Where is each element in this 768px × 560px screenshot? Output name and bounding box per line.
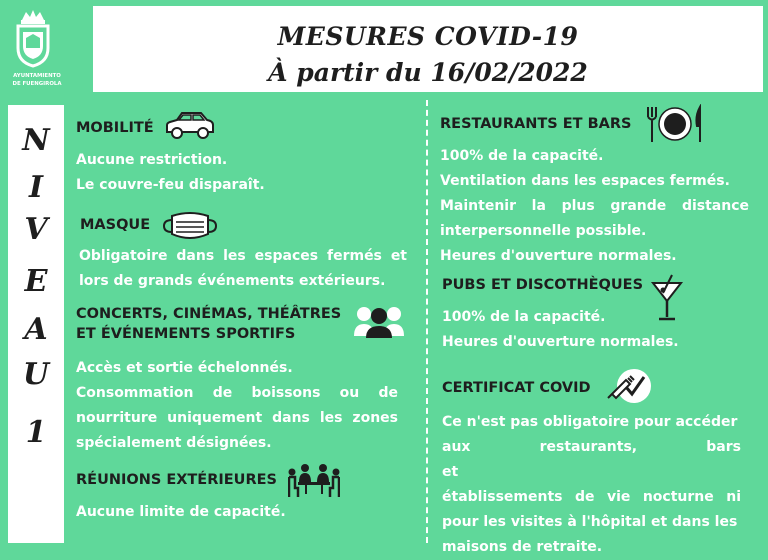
car-icon xyxy=(163,110,217,142)
masque-text xyxy=(79,244,407,294)
masque-heading: MASQUE xyxy=(80,217,151,233)
level-letter: A xyxy=(24,312,48,347)
coat-of-arms-icon xyxy=(14,8,52,68)
concerts-line: nourriture uniquement dans les zones xyxy=(76,410,398,426)
certificat-line: maisons de retraite. xyxy=(442,539,603,555)
mobilite-heading: MOBILITÉ xyxy=(76,120,154,136)
level-letter: V xyxy=(24,212,48,247)
logo-caption-line2: DE FUENGIROLA xyxy=(12,81,62,87)
restaurants-line: Ventilation dans les espaces fermés. xyxy=(440,173,730,189)
plate-cutlery-icon xyxy=(644,104,706,144)
masque-line: Obligatoire dans les espaces fermés et xyxy=(79,248,407,264)
certificat-line: pour les visites à l'hôpital et dans les xyxy=(442,514,738,530)
concerts-heading-line1: CONCERTS, CINÉMAS, THÉÂTRES xyxy=(76,306,342,322)
level-letter: U xyxy=(22,357,50,392)
restaurants-line: 100% de la capacité. xyxy=(440,148,604,164)
meeting-icon xyxy=(288,462,340,500)
pubs-text xyxy=(442,305,742,355)
restaurants-line: interpersonnelle possible. xyxy=(440,223,647,239)
mobilite-text xyxy=(76,148,406,198)
certificat-heading: CERTIFICAT COVID xyxy=(442,380,591,396)
mask-icon xyxy=(160,208,220,244)
level-sidebar xyxy=(8,105,64,543)
restaurants-line: Maintenir la plus grande distance xyxy=(440,198,749,214)
concerts-heading xyxy=(76,304,341,344)
concerts-line: spécialement désignées. xyxy=(76,435,272,451)
concerts-heading-line2: ET ÉVÉNEMENTS SPORTIFS xyxy=(76,326,296,342)
pubs-heading: PUBS ET DISCOTHÈQUES xyxy=(442,277,644,293)
level-letter: N xyxy=(22,123,50,158)
certificat-line: Ce n'est pas obligatoire pour accéder xyxy=(442,414,738,430)
vaccine-check-icon xyxy=(606,366,652,406)
audience-icon xyxy=(352,302,406,340)
reunions-heading: RÉUNIONS EXTÉRIEURES xyxy=(76,472,277,488)
restaurants-heading: RESTAURANTS ET BARS xyxy=(440,116,632,132)
mobilite-line: Le couvre-feu disparaît. xyxy=(76,177,265,193)
certificat-line: aux restaurants, bars et xyxy=(442,439,741,480)
concerts-line: Accès et sortie échelonnés. xyxy=(76,360,293,376)
reunions-line: Aucune limite de capacité. xyxy=(76,504,286,520)
reunions-text xyxy=(76,500,406,525)
masque-line: lors de grands événements extérieurs. xyxy=(79,273,386,289)
logo-caption-line1: AYUNTAMIENTO xyxy=(13,73,61,79)
title-banner xyxy=(93,6,763,92)
certificat-text xyxy=(442,410,741,560)
page-title: MESURES COVID-19 xyxy=(277,22,579,51)
level-letter: E xyxy=(24,264,48,299)
level-letter: 1 xyxy=(25,415,47,450)
column-divider xyxy=(426,100,428,543)
restaurants-text xyxy=(440,144,749,269)
municipality-logo xyxy=(0,0,72,100)
level-letter: I xyxy=(28,170,44,205)
pubs-line: Heures d'ouverture normales. xyxy=(442,334,679,350)
concerts-line: Consommation de boissons ou de xyxy=(76,385,398,401)
pubs-line: 100% de la capacité. xyxy=(442,309,606,325)
mobilite-line: Aucune restriction. xyxy=(76,152,228,168)
concerts-text xyxy=(76,356,398,456)
certificat-line: établissements de vie nocturne ni xyxy=(442,489,741,505)
restaurants-line: Heures d'ouverture normales. xyxy=(440,248,677,264)
page-subtitle-date: À partir du 16/02/2022 xyxy=(268,58,588,87)
